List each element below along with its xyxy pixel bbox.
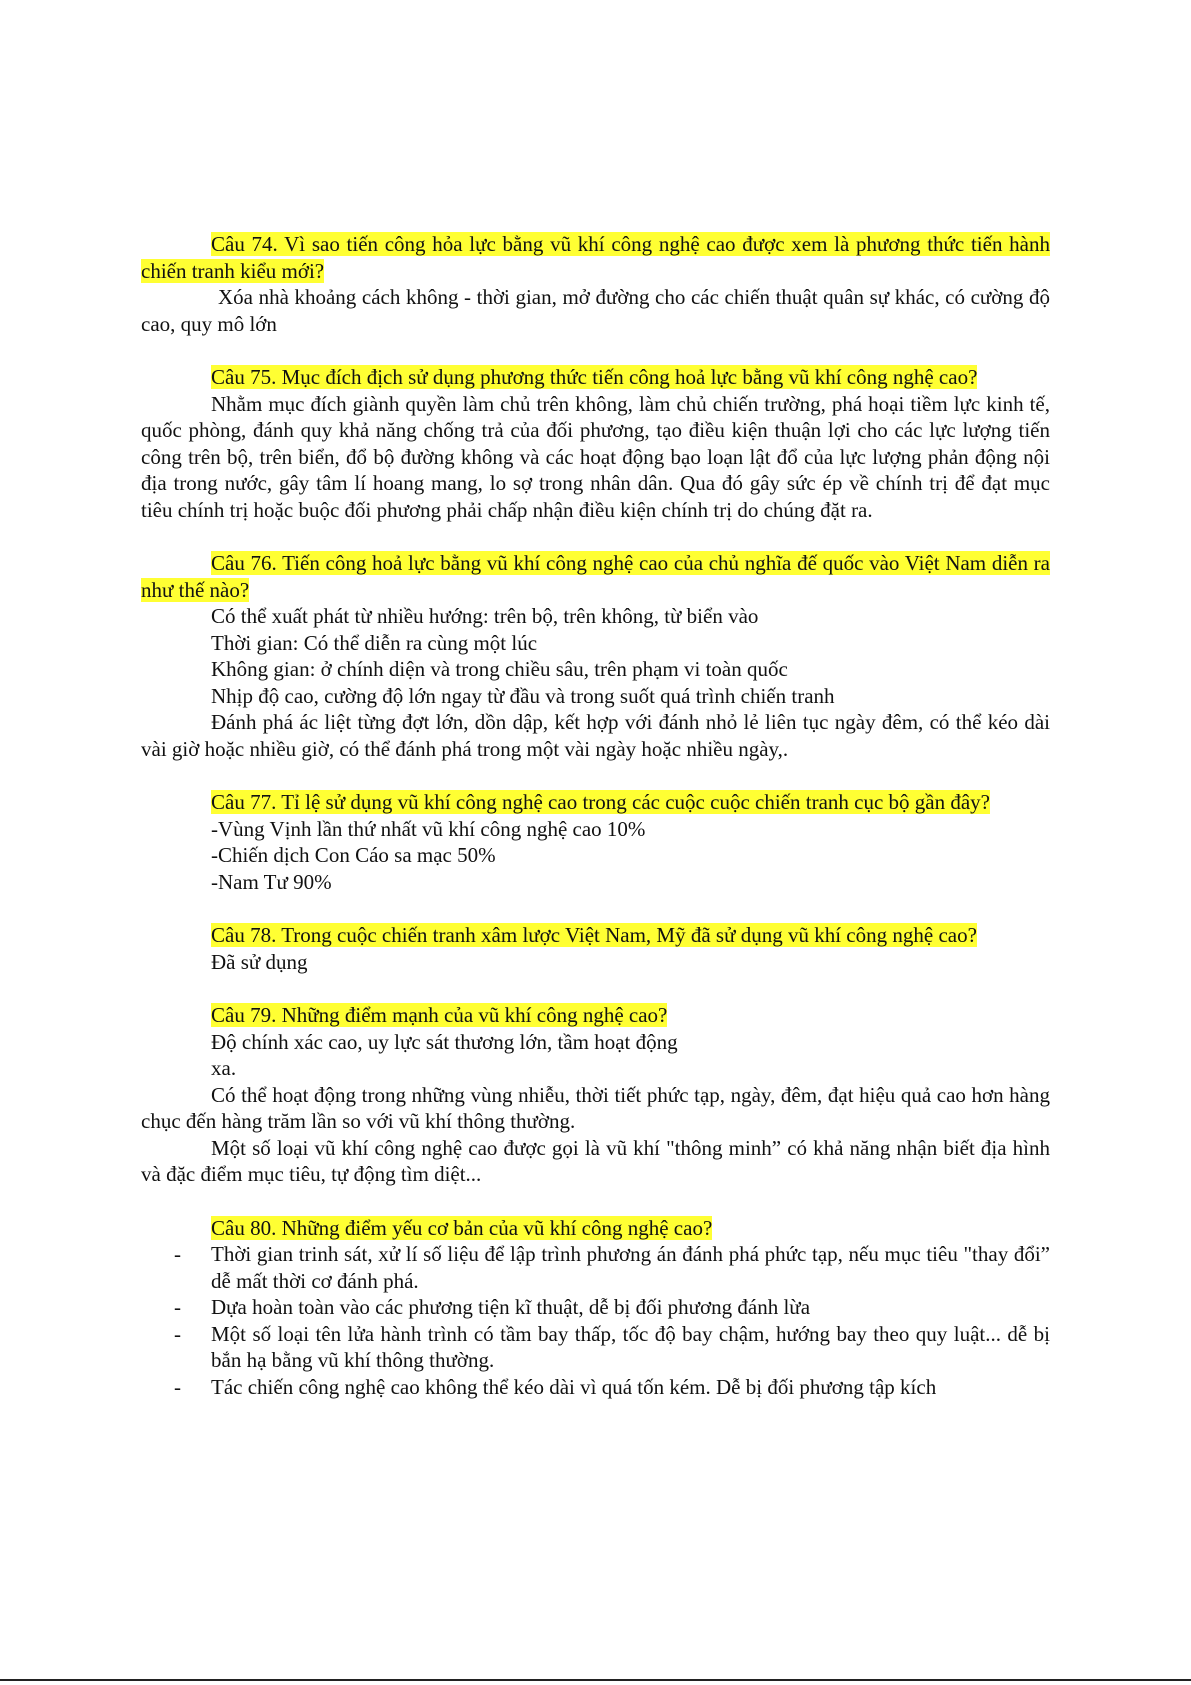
question-76-title (141, 550, 1050, 603)
question-74-title (141, 231, 1050, 284)
document-body (141, 231, 1050, 1427)
question-78-title (141, 922, 1050, 949)
question-80-text: Câu 80. Những điểm yếu cơ bản của vũ khí công nghệ cao? (211, 1215, 713, 1240)
question-78-line: Đã sử dụng (211, 949, 308, 974)
question-79 (141, 1002, 1050, 1188)
list-item-text: Một số loại tên lửa hành trình có tầm bay thấp, tốc độ bay chậm, hướng bay theo quy luật... dễ bị bắn hạ bằng vũ khí thông thường. (211, 1321, 1050, 1372)
question-76 (141, 550, 1050, 762)
question-75-text: Câu 75. Mục đích địch sử dụng phương thức tiến công hoả lực bằng vũ khí công nghệ cao? (211, 365, 978, 389)
list-item-text: Tác chiến công nghệ cao không thể kéo dài vì quá tốn kém. Dễ bị đối phương tập kích (211, 1374, 937, 1399)
list-item (141, 1294, 1050, 1321)
question-77-title (141, 789, 1050, 816)
question-79-answer: Có thể hoạt động trong những vùng nhiễu, thời tiết phức tạp, ngày, đêm, đạt hiệu quả cao hơn hàng chục đến hàng trăm lần so với vũ khí thông thường. (141, 1082, 1050, 1133)
question-76-answer: Đánh phá ác liệt từng đợt lớn, dồn dập, kết hợp với đánh nhỏ lẻ liên tục ngày đêm, có thể kéo dài vài giờ hoặc nhiều giờ, có thể đánh phá trong một vài ngày hoặc nhiều ngày,. (141, 710, 1050, 761)
question-76-line: Thời gian: Có thể diễn ra cùng một lúc (211, 630, 538, 655)
question-77-line: -Chiến dịch Con Cáo sa mạc 50% (211, 843, 496, 867)
question-77-line: -Nam Tư 90% (211, 869, 332, 894)
question-76-line: Có thể xuất phát từ nhiều hướng: trên bộ, trên không, từ biển vào (211, 604, 759, 628)
list-item (141, 1241, 1050, 1294)
question-77 (141, 789, 1050, 895)
question-77-text: Câu 77. Tỉ lệ sử dụng vũ khí công nghệ cao trong các cuộc cuộc chiến tranh cục bộ gần đây? (211, 790, 990, 814)
question-80 (141, 1215, 1050, 1401)
page-bottom-rule (0, 1679, 1191, 1681)
question-79-line: Độ chính xác cao, uy lực sát thương lớn, tầm hoạt động (211, 1029, 678, 1054)
bullet-dash: - (174, 1242, 181, 1266)
question-78 (141, 922, 1050, 975)
question-76-text: Câu 76. Tiến công hoả lực bằng vũ khí công nghệ cao của chủ nghĩa đế quốc vào Việt Nam diễn ra như thế nào? (141, 551, 1050, 602)
question-75 (141, 364, 1050, 523)
question-75-title (141, 364, 1050, 391)
question-78-text: Câu 78. Trong cuộc chiến tranh xâm lược Việt Nam, Mỹ đã sử dụng vũ khí công nghệ cao? (211, 923, 977, 947)
question-74-text: Câu 74. Vì sao tiến công hỏa lực bằng vũ khí công nghệ cao được xem là phương thức tiến hành chiến tranh kiểu mới? (141, 232, 1050, 283)
weakness-list (141, 1241, 1050, 1400)
question-77-line: -Vùng Vịnh lần thứ nhất vũ khí công nghệ cao 10% (211, 816, 646, 841)
question-80-title (141, 1215, 1050, 1242)
list-item-text: Thời gian trinh sát, xử lí số liệu để lập trình phương án đánh phá phức tạp, nếu mục tiêu "thay đổi” dễ mất thời cơ đánh phá. (211, 1242, 1050, 1293)
question-76-line: Không gian: ở chính diện và trong chiều sâu, trên phạm vi toàn quốc (211, 657, 788, 681)
bullet-dash: - (174, 1295, 181, 1319)
question-74-answer: Xóa nhà khoảng cách không - thời gian, mở đường cho các chiến thuật quân sự khác, có cường độ cao, quy mô lớn (141, 285, 1050, 336)
question-79-text: Câu 79. Những điểm mạnh của vũ khí công nghệ cao? (211, 1003, 668, 1027)
question-79-answer-2: Một số loại vũ khí công nghệ cao được gọi là vũ khí "thông minh” có khả năng nhận biết địa hình và đặc điểm mục tiêu, tự động tìm diệt... (141, 1135, 1050, 1186)
question-74 (141, 231, 1050, 337)
list-item-text: Dựa hoàn toàn vào các phương tiện kĩ thuật, dễ bị đối phương đánh lừa (211, 1295, 811, 1319)
question-79-title (141, 1002, 1050, 1029)
question-79-line: xa. (211, 1056, 237, 1080)
bullet-dash: - (174, 1321, 181, 1346)
bullet-dash: - (174, 1374, 181, 1399)
list-item (141, 1321, 1050, 1374)
list-item (141, 1374, 1050, 1401)
question-76-line: Nhịp độ cao, cường độ lớn ngay từ đầu và trong suốt quá trình chiến tranh (211, 683, 835, 708)
question-75-answer: Nhằm mục đích giành quyền làm chủ trên không, làm chủ chiến trường, phá hoại tiềm lực kinh tế, quốc phòng, đánh quy khả năng chống trả của đối phương, tạo điều kiện thuận lợi cho các lực lượng tiến công trên bộ, trên biển, đổ bộ đường không và các hoạt động bạo loạn lật đổ của lực lượng phản động nội địa trong nước, gây tâm lí hoang mang, lo sợ trong nhân dân. Qua đó gây sức ép về chính trị để đạt mục tiêu chính trị hoặc buộc đối phương phải chấp nhận điều kiện chính trị do chúng đặt ra. (141, 391, 1050, 522)
